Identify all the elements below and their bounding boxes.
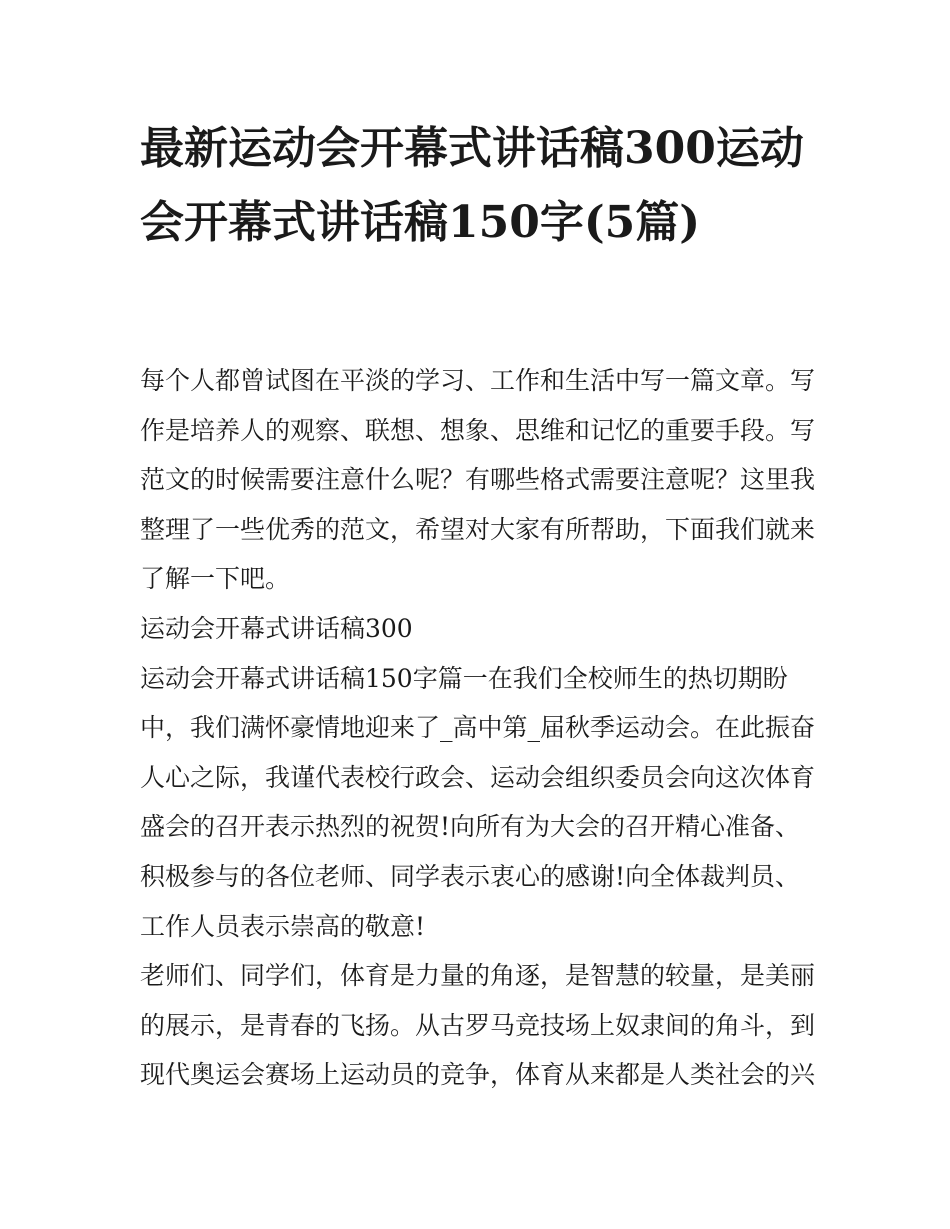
- section-heading: 运动会开幕式讲话稿300: [140, 613, 413, 643]
- speech-paragraph-1: 运动会开幕式讲话稿150字篇一在我们全校师生的热切期盼中，我们满怀豪情地迎来了_高中第_届秋季运动会。在此振奋人心之际，我谨代表校行政会、运动会组织委员会向这次体育盛会的召开表示热烈的祝贺!向所有为大会的召开精心准备、积极参与的各位老师、同学表示衷心的感谢!向全体裁判员、工作人员表示崇高的敬意!: [140, 663, 816, 941]
- document-body: [140, 356, 820, 1100]
- speech-paragraph-2: 老师们、同学们，体育是力量的角逐，是智慧的较量，是美丽的展示，是青春的飞扬。从古罗马竞技场上奴隶间的角斗，到现代奥运会赛场上运动员的竞争，体育从来都是人类社会的兴: [140, 961, 816, 1090]
- document-title: 最新运动会开幕式讲话稿300运动会开幕式讲话稿150字(5篇): [140, 123, 804, 248]
- intro-paragraph: 每个人都曾试图在平淡的学习、工作和生活中写一篇文章。写作是培养人的观察、联想、想象、思维和记忆的重要手段。写范文的时候需要注意什么呢？有哪些格式需要注意呢？这里我整理了一些优秀的范文，希望对大家有所帮助，下面我们就来了解一下吧。: [140, 366, 816, 594]
